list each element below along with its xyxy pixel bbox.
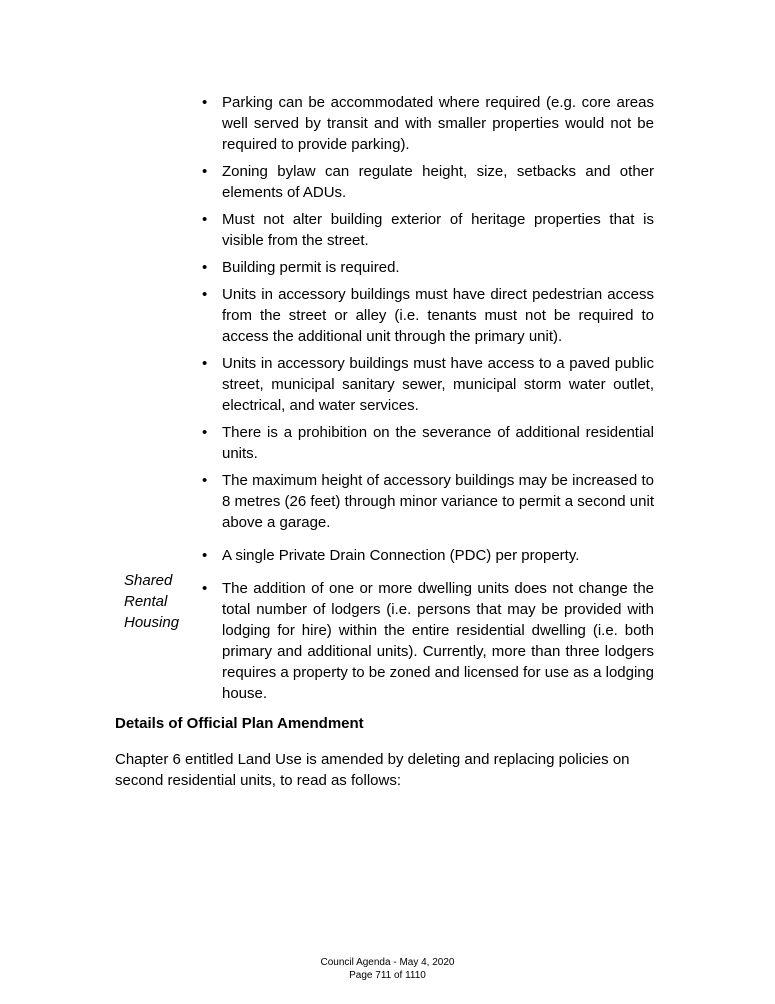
list-item bbox=[202, 353, 654, 416]
list-item bbox=[202, 209, 654, 251]
margin-note-line: Housing bbox=[124, 614, 180, 631]
footer-agenda-date: Council Agenda - May 4, 2020 bbox=[320, 957, 455, 968]
list-item-text: Parking can be accommodated where required (e.g. core areas well served by transit and with smaller properties would not be required to provide parking). bbox=[222, 94, 654, 153]
bullet-icon: • bbox=[202, 94, 208, 111]
bullet-list bbox=[202, 92, 654, 710]
list-item bbox=[202, 578, 654, 704]
list-item-text: Units in accessory buildings must have direct pedestrian access from the street or alley (i.e. tenants must not be required to access the additional unit through the primary unit). bbox=[222, 286, 654, 345]
list-item-text: Units in accessory buildings must have access to a paved public street, municipal sanitary sewer, municipal storm water outlet, electrical, and water services. bbox=[222, 355, 654, 414]
margin-note-shared-rental-housing bbox=[124, 570, 194, 633]
list-item-text: Building permit is required. bbox=[222, 259, 400, 276]
bullet-icon: • bbox=[202, 286, 208, 303]
margin-note-line: Rental bbox=[124, 593, 168, 610]
list-item-text: Must not alter building exterior of heritage properties that is visible from the street. bbox=[222, 211, 654, 249]
list-item-text: The maximum height of accessory buildings may be increased to 8 metres (26 feet) through minor variance to permit a second unit above a garage. bbox=[222, 472, 654, 531]
bullet-icon: • bbox=[202, 259, 208, 276]
list-item bbox=[202, 257, 654, 278]
list-item-text: The addition of one or more dwelling units does not change the total number of lodgers (i.e. persons that may be provided with lodging for hire) within the entire residential dwelling (i.e. both primary and additional units). Currently, more than three lodgers requires a property to be zoned and licensed for use as a lodging house. bbox=[222, 580, 654, 702]
page-footer bbox=[0, 956, 775, 982]
bullet-icon: • bbox=[202, 424, 208, 441]
list-item-text: A single Private Drain Connection (PDC) per property. bbox=[222, 547, 580, 564]
list-item bbox=[202, 161, 654, 203]
margin-note-line: Shared bbox=[124, 572, 173, 589]
list-item bbox=[202, 470, 654, 533]
bullet-icon: • bbox=[202, 211, 208, 228]
list-item bbox=[202, 92, 654, 155]
bullet-icon: • bbox=[202, 163, 208, 180]
bullet-icon: • bbox=[202, 355, 208, 372]
bullet-icon: • bbox=[202, 580, 208, 597]
list-item bbox=[202, 422, 654, 464]
list-item bbox=[202, 545, 654, 566]
bullet-icon: • bbox=[202, 472, 208, 489]
bullet-icon: • bbox=[202, 547, 208, 564]
footer-page-number: Page 711 of 1110 bbox=[349, 970, 426, 981]
section-paragraph: Chapter 6 entitled Land Use is amended by deleting and replacing policies on second residential units, to read as follows: bbox=[115, 751, 630, 789]
section-heading: Details of Official Plan Amendment bbox=[115, 715, 364, 732]
list-item bbox=[202, 284, 654, 347]
list-item-text: Zoning bylaw can regulate height, size, setbacks and other elements of ADUs. bbox=[222, 163, 654, 201]
list-item-text: There is a prohibition on the severance of additional residential units. bbox=[222, 424, 654, 462]
